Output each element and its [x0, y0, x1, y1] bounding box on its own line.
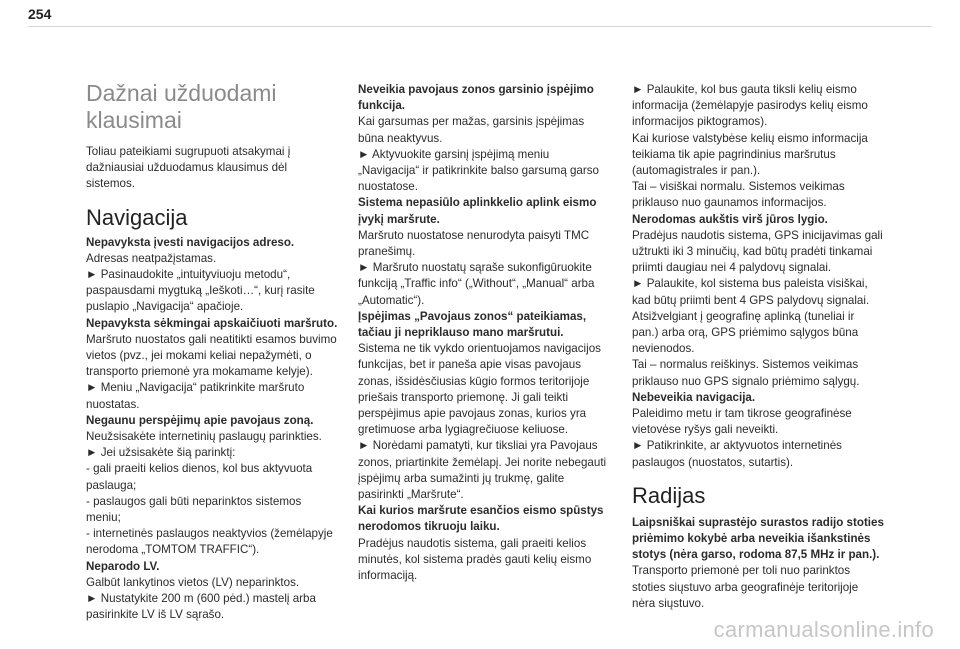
answer-text-line: Pradėjus naudotis sistema, GPS inicijavimas gali: [632, 228, 883, 242]
answer-text-line: Tai – normalus reiškinys. Sistemos veikimas: [632, 358, 859, 372]
column-3: [632, 82, 900, 612]
question-heading-line: įvykį maršrute.: [358, 212, 440, 226]
intro-paragraph: [86, 144, 354, 193]
answer-text-line: nėra siųstuvo.: [632, 596, 705, 610]
column-1: [86, 80, 354, 623]
answer-text-line: Kai kuriose valstybėse kelių eismo informacija: [632, 131, 868, 145]
answer-text-line: Maršruto nuostatos gali neatitikti esamos buvimo: [86, 332, 337, 346]
answer-text-line: pasirinkite LV iš LV sąrašo.: [86, 608, 225, 622]
answer-text-line: priklauso nuo gaunamos informacijos.: [632, 196, 827, 210]
column-1-body: [86, 235, 354, 624]
question-heading-line: nerodomos tikruoju laiku.: [358, 520, 500, 534]
answer-text-line: „Automatic“).: [358, 293, 425, 307]
answer-text-line: transporto priemonė yra mokamame kelyje).: [86, 365, 313, 379]
answer-text-line: funkcijas, bet ir paneša apie visas pavojaus: [358, 358, 581, 372]
answer-text-line: - gali praeiti kelios dienos, kol bus aktyvuota: [86, 462, 313, 476]
header-divider: [28, 26, 932, 27]
answer-text-line: (automagistrales ir pan.).: [632, 164, 761, 178]
question-heading-line: funkcija.: [358, 99, 406, 113]
section-heading-navigation: Navigacija: [86, 204, 188, 230]
answer-text-line: nevienodos.: [632, 342, 695, 356]
intro-line: Toliau pateikiami sugrupuoti atsakymai į: [86, 145, 291, 158]
answer-text-line: zonos, priartinkite žemėlapį. Jei norite nebegauti: [358, 455, 607, 469]
answer-text-line: nerodoma „TOMTOM TRAFFIC“).: [86, 543, 260, 557]
answer-text-line: priklauso nuo GPS signalo priėmimo sąlygų.: [632, 374, 860, 388]
question-heading-line: Negaunu perspėjimų apie pavojaus zoną.: [86, 413, 314, 427]
answer-text-line: ► Nustatykite 200 m (600 pėd.) mastelį arba: [86, 592, 316, 606]
answer-text-line: Galbūt lankytinos vietos (LV) neparinktos.: [86, 575, 300, 589]
answer-text-line: nuostatose.: [358, 180, 418, 194]
answer-text-line: Atsižvelgiant į geografinę aplinką (tuneliai ir: [632, 309, 855, 323]
answer-text-line: priimti daugiau nei 4 palydovų signalai.: [632, 261, 832, 275]
answer-text-line: būna neaktyvus.: [358, 131, 443, 145]
answer-text-line: vietovėse ryšys gali neveikti.: [632, 423, 779, 437]
answer-text-line: kad būtų priimti bent 4 GPS palydovų signalai.: [632, 293, 870, 307]
answer-text-line: Neužsisakėte internetinių paslaugų parinkties.: [86, 430, 322, 444]
answer-text-line: informacijos piktogramos).: [632, 115, 768, 129]
answer-text-line: Kai garsumas per mažas, garsinis įspėjimas: [358, 115, 585, 129]
question-heading-line: Nepavyksta įvesti navigacijos adreso.: [86, 235, 295, 249]
watermark-text: carmanualsonline.info: [713, 617, 934, 642]
answer-text-line: informacija (žemėlapyje pasirodys kelių eismo: [632, 99, 868, 113]
question-heading-line: Neveikia pavojaus zonos garsinio įspėjimo: [358, 83, 594, 96]
question-heading-line: Kai kurios maršrute esančios eismo spūstys: [358, 504, 604, 518]
answer-text-line: paslaugos (nuostatos, sutartis).: [632, 455, 794, 469]
answer-text-line: ► Pasinaudokite „intuityviuoju metodu“,: [86, 268, 291, 282]
answer-text-line: pasirinkti „Maršrute“.: [358, 488, 464, 502]
answer-text-line: teikiama tik apie pagrindinius maršrutus: [632, 147, 836, 161]
answer-text-line: ► Jei užsisakėte šią parinktį:: [86, 446, 236, 460]
answer-text-line: pan.) arba orą, GPS priėmimo sąlygos būna: [632, 326, 859, 340]
radio-section-body: [632, 515, 900, 612]
page-title: [86, 80, 354, 134]
question-heading-line: Sistema nepasiūlo aplinkkelio aplink eismo: [358, 196, 597, 210]
answer-text-line: paspausdami mygtuką „Ieškoti…“, kurį rasite: [86, 284, 315, 298]
answer-text-line: vietos (pvz., jei mokami keliai nepažymėti, o: [86, 349, 312, 363]
answer-text-line: stoties siųstuvo arba geografinėje teritorijoje: [632, 580, 859, 594]
question-heading-line: Nebeveikia navigacija.: [632, 390, 756, 404]
question-heading-line: tačiau ji nepriklauso mano maršrutui.: [358, 326, 564, 340]
intro-line: dažniausiai užduodamus klausimus dėl: [86, 161, 288, 175]
intro-line: sistemos.: [86, 177, 135, 191]
answer-text-line: minutės, kol sistema pradės gauti kelių eismo: [358, 552, 592, 566]
page-number: 254: [28, 6, 52, 22]
question-heading-line: priėmimo kokybė arba neveikia išankstinės: [632, 532, 871, 546]
answer-text-line: nuostatas.: [86, 397, 140, 411]
answer-text-line: meniu;: [86, 511, 121, 525]
answer-text-line: pranešimų.: [358, 245, 416, 259]
answer-text-line: Adresas neatpažįstamas.: [86, 251, 217, 265]
answer-text-line: priešais transporto priemonę. Ji gali teikti: [358, 390, 569, 404]
answer-text-line: įspėjimų arba sumažinti jų trukmę, galite: [358, 471, 565, 485]
answer-text-line: ► Patikrinkite, ar aktyvuotos internetinės: [632, 439, 842, 453]
page-title-line: klausimai: [86, 107, 182, 133]
section-heading-radio: Radijas: [632, 482, 706, 508]
answer-text-line: Pradėjus naudotis sistema, gali praeiti kelios: [358, 536, 587, 550]
answer-text-line: funkciją „Traffic info“ („Without“, „Manual“ arba: [358, 277, 595, 291]
answer-text-line: perspėjimus apie pavojaus zonas, kurios yra: [358, 407, 587, 421]
answer-text-line: Transporto priemonė per toli nuo parinktos: [632, 564, 851, 578]
answer-text-line: Tai – visiškai normalu. Sistemos veikimas: [632, 180, 845, 194]
question-heading-line: Nerodomas aukštis virš jūros lygio.: [632, 212, 828, 226]
answer-text-line: gretimuose arba lygiagrečiuose keliuose.: [358, 423, 569, 437]
answer-text-line: ► Palaukite, kol bus gauta tiksli kelių eismo: [632, 83, 857, 96]
answer-text-line: ► Meniu „Navigacija“ patikrinkite maršruto: [86, 381, 305, 395]
question-heading-line: Įspėjimas „Pavojaus zonos“ pateikiamas,: [358, 309, 587, 323]
answer-text-line: ► Aktyvuokite garsinį įspėjimą meniu: [358, 147, 550, 161]
answer-text-line: informaciją.: [358, 569, 418, 583]
answer-text-line: - paslaugos gali būti neparinktos sistemos: [86, 494, 302, 508]
answer-text-line: „Navigacija“ ir patikrinkite balso garsumą garso: [358, 164, 599, 178]
answer-text-line: Paleidimo metu ir tam tikrose geografinėse: [632, 407, 852, 421]
question-heading-line: Nepavyksta sėkmingai apskaičiuoti maršruto.: [86, 316, 338, 330]
question-heading-line: Neparodo LV.: [86, 559, 160, 573]
answer-text-line: užtrukti iki 3 minučių, kad būtų pradėti tinkamai: [632, 245, 873, 259]
answer-text-line: Sistema ne tik vykdo orientuojamos navigacijos: [358, 342, 601, 356]
answer-text-line: ► Maršruto nuostatų sąraše sukonfigūruokite: [358, 261, 592, 275]
answer-text-line: zonas, išsidėsčiusias kūgio formos teritorijoje: [358, 374, 590, 388]
answer-text-line: ► Palaukite, kol sistema bus paleista visiškai,: [632, 277, 868, 291]
answer-text-line: - internetinės paslaugos neaktyvios (žemėlapyje: [86, 527, 333, 541]
answer-text-line: paslauga;: [86, 478, 137, 492]
column-2: [358, 82, 626, 584]
page-title-line: Dažnai užduodami: [86, 80, 277, 106]
column-3-body: [632, 82, 900, 471]
question-heading-line: stotys (nėra garso, rodoma 87,5 MHz ir pan.).: [632, 548, 880, 562]
answer-text-line: ► Norėdami pamatyti, kur tiksliai yra Pavojaus: [358, 439, 598, 453]
column-2-body: [358, 82, 626, 584]
answer-text-line: Maršruto nuostatose nenurodyta paisyti TMC: [358, 228, 590, 242]
answer-text-line: puslapio „Navigacija“ apačioje.: [86, 300, 244, 314]
question-heading-line: Laipsniškai suprastėjo surastos radijo stoties: [632, 515, 884, 529]
